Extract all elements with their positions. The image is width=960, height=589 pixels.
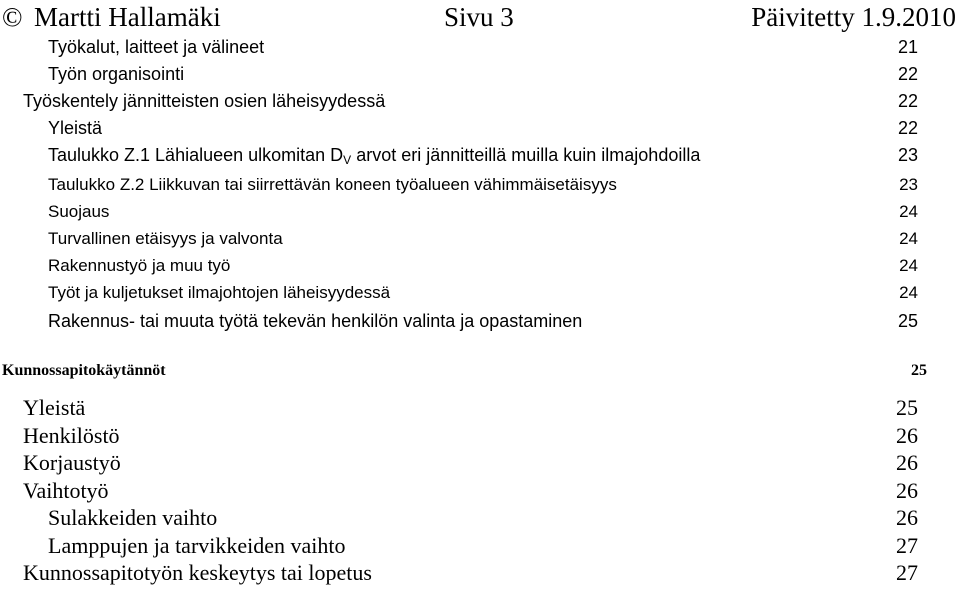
toc-entry: Vaihtotyö — [23, 478, 109, 503]
toc-page: 26 — [896, 505, 918, 530]
toc-entry: Työskentely jännitteisten osien läheisyydessä — [23, 91, 386, 111]
toc-entry: Korjaustyö — [23, 450, 121, 475]
toc-page: 27 — [896, 533, 918, 558]
toc-page: 22 — [897, 118, 918, 138]
toc-entry: Työkalut, laitteet ja välineet — [48, 37, 265, 57]
author-name: Martti Hallamäki — [34, 2, 221, 32]
toc-page: 26 — [896, 478, 918, 503]
toc-page: 23 — [897, 145, 918, 165]
toc-entry: Henkilöstö — [23, 423, 120, 448]
toc-entry: Rakennus- tai muuta työtä tekevän henkilön valinta ja opastaminen — [48, 311, 583, 331]
updated-date: Päivitetty 1.9.2010 — [751, 2, 956, 32]
toc-page: 24 — [899, 256, 918, 275]
toc-page: 26 — [896, 423, 918, 448]
toc-entry: Turvallinen etäisyys ja valvonta — [48, 229, 283, 248]
toc-entry: Yleistä — [23, 395, 86, 420]
copyright-symbol: © — [2, 2, 23, 32]
toc-entry: Yleistä — [48, 118, 103, 138]
toc-page: 23 — [899, 175, 918, 194]
toc-entry: Sulakkeiden vaihto — [48, 505, 218, 530]
toc-entry-part: Taulukko Z.1 Lähialueen ulkomitan D — [48, 145, 344, 165]
toc-page: 27 — [896, 560, 918, 585]
toc-entry: Lamppujen ja tarvikkeiden vaihto — [48, 533, 346, 558]
toc-entry: Työt ja kuljetukset ilmajohtojen läheisyydessä — [48, 283, 391, 302]
toc-page: 24 — [899, 202, 918, 221]
page-number: Sivu 3 — [444, 2, 514, 32]
toc-page: 25 — [896, 395, 918, 420]
toc-entry-table-z1 — [48, 145, 700, 167]
section-heading: Kunnossapitokäytännöt — [2, 362, 166, 379]
toc-page: 21 — [897, 37, 918, 57]
subscript-v: V — [343, 153, 352, 167]
toc-page: 25 — [897, 311, 918, 331]
toc-page: 26 — [896, 450, 918, 475]
toc-page: 22 — [897, 64, 918, 84]
toc-entry: Työn organisointi — [48, 64, 185, 84]
toc-page: 22 — [897, 91, 918, 111]
section-page: 25 — [911, 362, 927, 379]
toc-page: 24 — [899, 229, 918, 248]
toc-page: 24 — [899, 283, 918, 302]
toc-entry-part: arvot eri jännitteillä muilla kuin ilmajohdoilla — [351, 145, 701, 165]
toc-entry: Taulukko Z.2 Liikkuvan tai siirrettävän koneen työalueen vähimmäisetäisyys — [48, 175, 617, 194]
toc-entry: Rakennustyö ja muu työ — [48, 256, 231, 275]
toc-entry: Kunnossapitotyön keskeytys tai lopetus — [23, 560, 372, 585]
toc-entry: Suojaus — [48, 202, 110, 221]
